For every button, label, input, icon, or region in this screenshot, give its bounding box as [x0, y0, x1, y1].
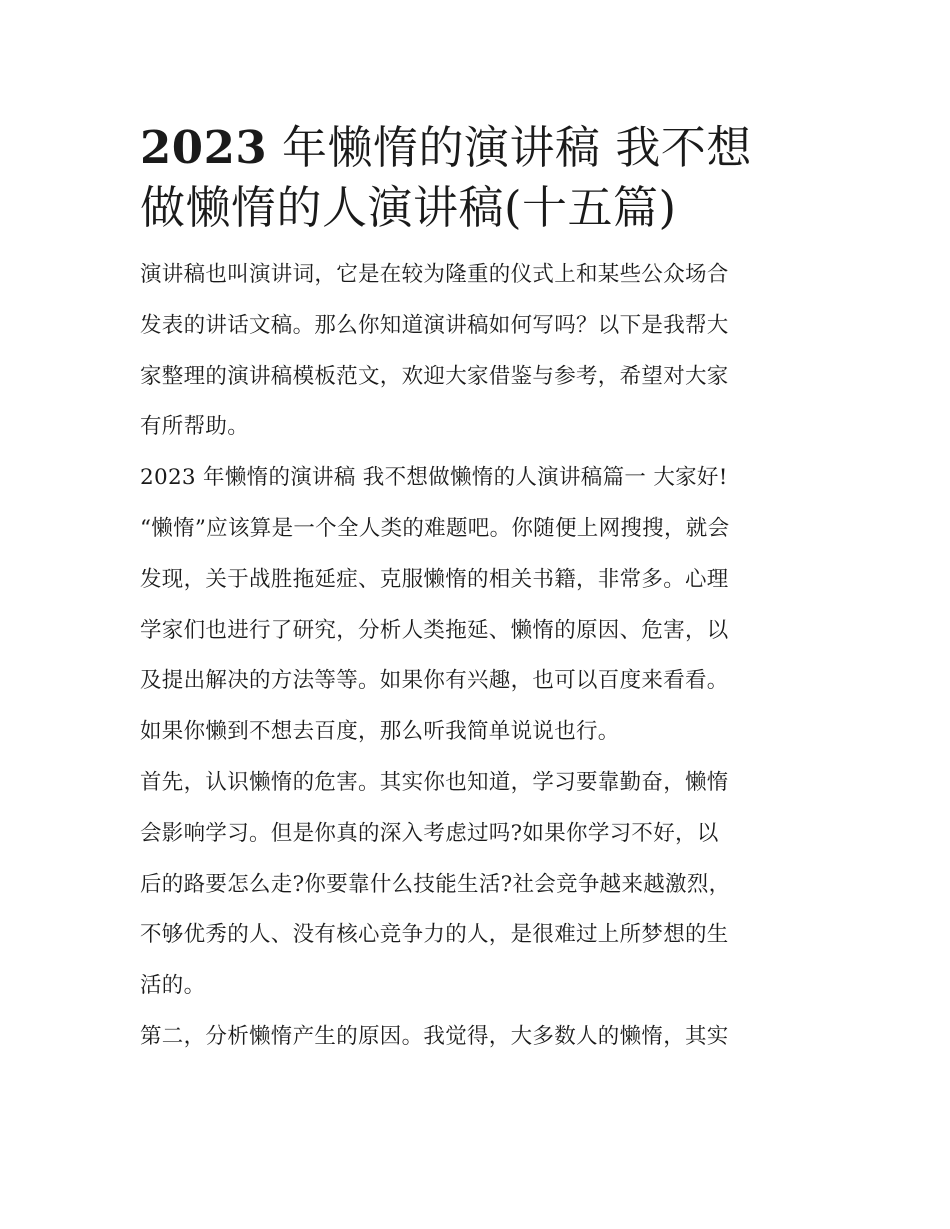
text-line: 有所帮助。 [140, 414, 250, 440]
text-line: 演讲稿也叫演讲词，它是在较为隆重的仪式上和某些公众场合 [140, 262, 729, 287]
document-title [140, 118, 812, 238]
paragraph-laziness-problem [140, 504, 812, 758]
text-line: 后的路要怎么走?你要靠什么技能生活?社会竞争越来越激烈， [140, 871, 731, 897]
paragraph-second-point [140, 1012, 812, 1063]
text-line: 及提出解决的方法等等。如果你有兴趣，也可以百度来看看。 [140, 668, 729, 694]
text-line: 首先，认识懒惰的危害。其实你也知道，学习要靠勤奋，懒惰 [140, 769, 729, 795]
text-line: 第二，分析懒惰产生的原因。我觉得，大多数人的懒惰，其实 [140, 1023, 729, 1049]
paragraph-first-point [140, 758, 812, 1012]
text-line: “懒惰”应该算是一个全人类的难题吧。你随便上网搜搜，就会 [140, 515, 730, 541]
title-line-1: 2023 年懒惰的演讲稿 我不想 [140, 121, 752, 174]
title-line-2: 做懒惰的人演讲稿(十五篇) [140, 181, 677, 234]
text-line: 活的。 [140, 973, 206, 999]
text-line: 家整理的演讲稿模板范文，欢迎大家借鉴与参考，希望对大家 [140, 363, 729, 389]
title-year: 2023 [140, 121, 268, 174]
text-line: 发现，关于战胜拖延症、克服懒惰的相关书籍，非常多。心理 [140, 566, 729, 592]
text-line: 发表的讲话文稿。那么你知道演讲稿如何写吗？以下是我帮大 [140, 312, 729, 338]
document-body [140, 250, 812, 1063]
text-line: 会影响学习。但是你真的深入考虑过吗?如果你学习不好，以 [140, 820, 719, 846]
text-line: 如果你懒到不想去百度，那么听我简单说说也行。 [140, 719, 620, 745]
paragraph-section-heading [140, 453, 812, 504]
text-line: 2023 年懒惰的演讲稿 我不想做懒惰的人演讲稿篇一 大家好! [140, 465, 728, 491]
document-content [140, 118, 812, 1063]
text-line: 不够优秀的人、没有核心竞争力的人，是很难过上所梦想的生 [140, 922, 729, 948]
paragraph-intro [140, 250, 812, 453]
text-line: 学家们也进行了研究，分析人类拖延、懒惰的原因、危害，以 [140, 617, 729, 643]
